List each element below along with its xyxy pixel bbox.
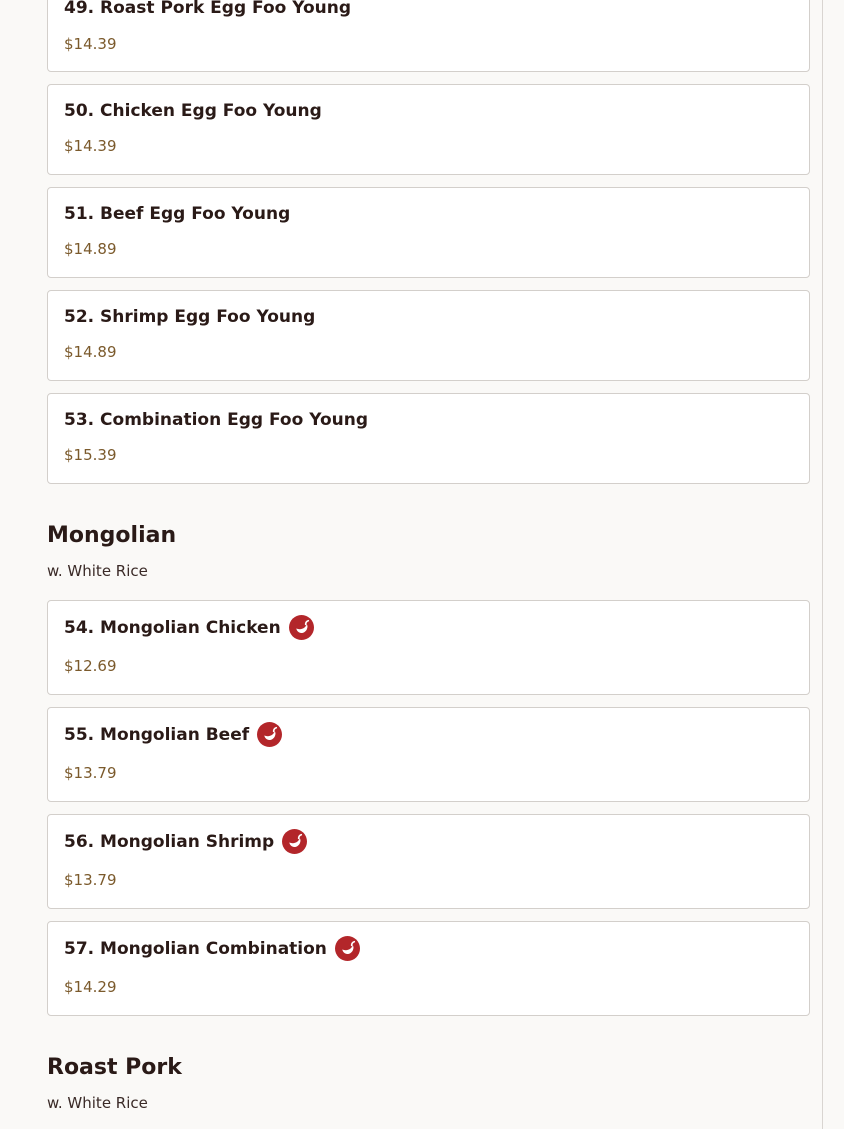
menu-item-54[interactable] [47,600,810,695]
item-name [64,615,314,640]
item-price: $14.29 [64,978,117,996]
menu-item-50[interactable] [47,84,810,175]
item-price: $14.89 [64,240,117,258]
item-name: 52. Shrimp Egg Foo Young [64,307,316,327]
item-price: $14.89 [64,343,117,361]
item-price: $15.39 [64,446,117,464]
item-name [64,829,307,854]
item-name: 51. Beef Egg Foo Young [64,204,291,224]
spicy-pepper-icon [257,722,282,747]
item-name: 49. Roast Pork Egg Foo Young [64,0,352,18]
item-price: $12.69 [64,657,117,675]
item-name-text: 57. Mongolian Combination [64,938,327,959]
item-price: $13.79 [64,871,117,889]
item-name-text: 55. Mongolian Beef [64,724,250,745]
menu-item-49[interactable] [47,0,810,72]
item-name-text: 54. Mongolian Chicken [64,617,281,638]
spicy-pepper-icon [289,615,314,640]
item-name [64,722,282,747]
menu-item-57[interactable] [47,921,810,1016]
section-title-mongolian: Mongolian [47,523,177,548]
item-price: $13.79 [64,764,117,782]
item-name [64,936,360,961]
item-price: $14.39 [64,137,117,155]
section-title-roast-pork: Roast Pork [47,1055,182,1080]
item-name: 53. Combination Egg Foo Young [64,410,368,430]
menu-item-55[interactable] [47,707,810,802]
menu-item-51[interactable] [47,187,810,278]
item-name-text: 56. Mongolian Shrimp [64,831,275,852]
menu-item-53[interactable] [47,393,810,484]
menu-item-56[interactable] [47,814,810,909]
spicy-pepper-icon [282,829,307,854]
content-divider [822,0,823,1129]
spicy-pepper-icon [335,936,360,961]
section-subtitle-mongolian: w. White Rice [47,562,148,580]
section-subtitle-roast-pork: w. White Rice [47,1094,148,1112]
item-name: 50. Chicken Egg Foo Young [64,101,322,121]
menu-item-52[interactable] [47,290,810,381]
item-price: $14.39 [64,35,117,53]
